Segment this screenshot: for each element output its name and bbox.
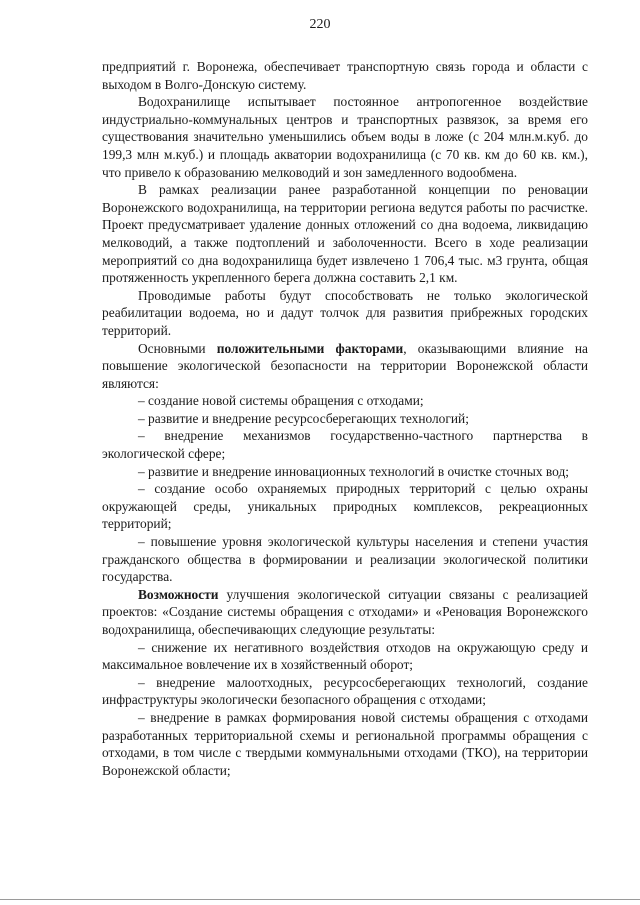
paragraph-renovation-concept: В рамках реализации ранее разработанной концепции по реновации Воронежского водохранилища, на территории региона ведутся работы по расчистке. Проект предусматривает удаление донных отложений со дна водоема, ликвидацию мелководий, а также подтоплений и заболоченности. Всего в ходе реализации мероприятий со дна водохранилища будет извлечено 1 706,4 тыс. м3 грунта, общая протяженность укрепленного берега должна составить 2,1 км. (102, 182, 588, 286)
list-item: – развитие и внедрение инновационных технологий в очистке сточных вод; (138, 463, 570, 479)
bold-term-opportunities: Возможности (138, 586, 219, 602)
paragraph-text: , оказывающими влияние на повышение экологической безопасности на территории Воронежской области являются: (102, 340, 588, 391)
list-item: – внедрение в рамках формирования новой системы обращения с отходами разработанных территориальной схемы и региональной программы обращения с отходами, в том числе с твердыми коммунальными отходами (ТКО), на территории Воронежской области; (102, 709, 588, 778)
list-item: – создание особо охраняемых природных территорий с целью охраны окружающей среды, уникальных природных комплексов, рекреационных территорий; (102, 481, 588, 532)
page-number: 220 (309, 17, 331, 32)
list-item: – внедрение механизмов государственно-частного партнерства в экологической сфере; (102, 428, 588, 462)
list-item: – создание новой системы обращения с отходами; (138, 393, 424, 409)
bold-term-positive-factors: положительными факторами (216, 340, 404, 356)
paragraph-text: Основными (138, 340, 217, 356)
body-text (102, 58, 588, 779)
paragraph-positive-factors-intro (102, 340, 588, 393)
list-item: – снижение их негативного воздействия отходов на окружающую среду и максимальное вовлечение их в хозяйственный оборот; (102, 639, 588, 673)
paragraph-rehabilitation: Проводимые работы будут способствовать не только экологической реабилитации водоема, но и дадут толчок для развития прибрежных городских территорий. (102, 287, 588, 338)
footer-divider (0, 899, 640, 900)
list-item: – повышение уровня экологической культуры населения и степени участия гражданского общества в формировании и реализации экологической политики государства. (102, 534, 588, 585)
paragraph-opportunities-intro (102, 586, 588, 639)
paragraph-text: улучшения экологической ситуации связаны с реализацией проектов: «Создание системы обращения с отходами» и «Реновация Воронежского водохранилища, обеспечивающих следующие результаты: (102, 586, 588, 637)
paragraph-reservoir-impact: Водохранилище испытывает постоянное антропогенное воздействие индустриально-коммунальных центров и транспортных развязок, за время его существования значительно уменьшились объем воды в ложе (с 204 млн.м.куб. до 199,3 млн м.куб.) и площадь акватории водохранилища (с 70 кв. км до 60 кв. км.), что привело к образованию мелководий и зон замедленного водообмена. (102, 94, 588, 180)
paragraph-continuation: предприятий г. Воронежа, обеспечивает транспортную связь города и области с выходом в Волго-Донскую систему. (102, 59, 588, 92)
list-item: – развитие и внедрение ресурсосберегающих технологий; (138, 410, 469, 426)
list-item: – внедрение малоотходных, ресурсосберегающих технологий, создание инфраструктуры экологически безопасного обращения с отходами; (102, 674, 588, 708)
